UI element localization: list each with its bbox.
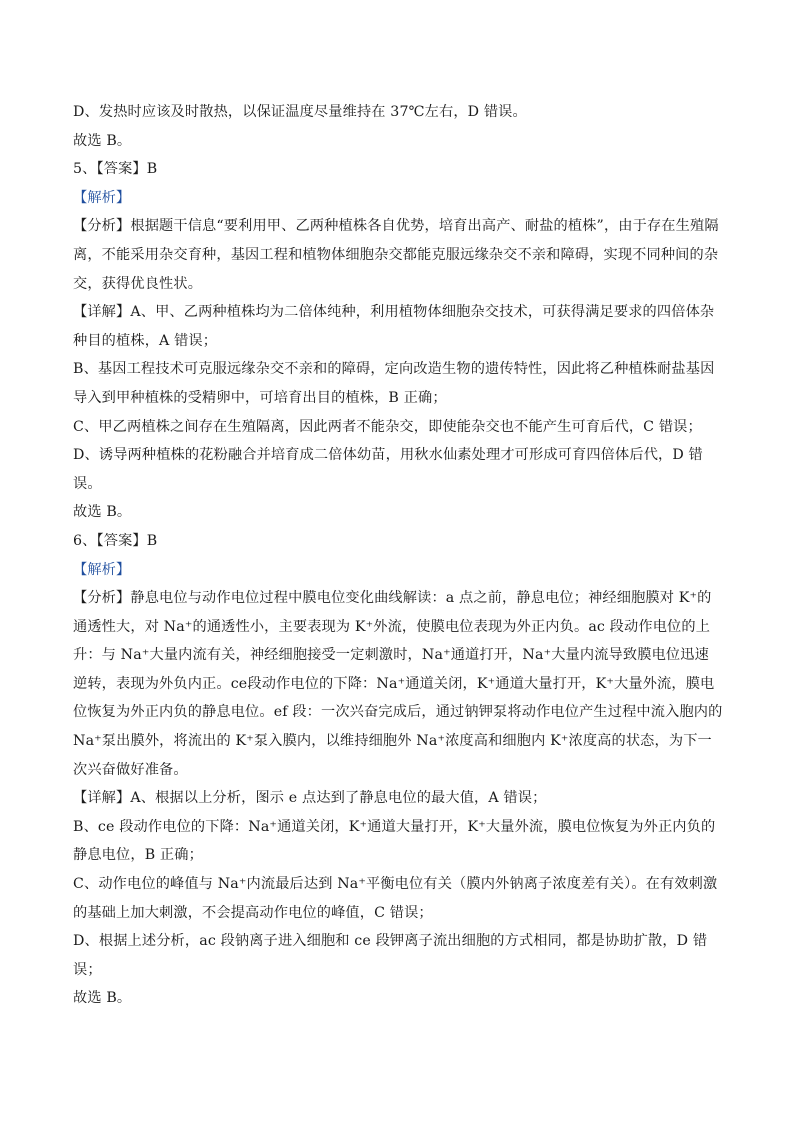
q6-detail-d: D、根据上述分析，ac 段钠离子进入细胞和 ce 段钾离子流出细胞的方式相同，都是协助扩散，D 错误；	[73, 933, 708, 978]
q5-detail-a: 【详解】A、甲、乙两种植株均为二倍体纯种，利用植物体细胞杂交技术，可获得满足要求的四倍体杂种目的植株，A 错误；	[73, 304, 715, 349]
q6-analysis: 【分析】静息电位与动作电位过程中膜电位变化曲线解读：a 点之前，静息电位；神经细胞膜对 K⁺的通透性大，对 Na⁺的通透性小，主要表现为 K⁺外流，使膜电位表现为外正内负。ac 段动作电位的上升：与 Na⁺大量内流有关，神经细胞接受一定刺激时，Na⁺通道打开，Na⁺大量内流导致膜电位迅速逆转，表现为外负内正。ce段动作电位的下降：Na⁺通道关闭，K⁺通道大量打开，K⁺大量外流，膜电位恢复为外正内负的静息电位。ef 段：一次兴奋完成后，通过钠钾泵将动作电位产生过程中流入胞内的 Na⁺泵出膜外，将流出的 K⁺泵入膜内，以维持细胞外 Na⁺浓度高和细胞内 K⁺浓度高的状态，为下一次兴奋做好准备。	[73, 590, 723, 778]
q4-option-d: D、发热时应该及时散热，以保证温度尽量维持在 37℃左右，D 错误。	[73, 104, 527, 120]
q6-explanation-heading: 【解析】	[73, 561, 131, 578]
q5-detail-d: D、诱导两种植株的花粉融合并培育成二倍体幼苗，用秋水仙素处理才可形成可育四倍体后代，D 错误。	[73, 447, 703, 492]
q6-detail-b: B、ce 段动作电位的下降：Na⁺通道关闭，K⁺通道大量打开，K⁺大量外流，膜电位恢复为外正内负的静息电位，B 正确；	[73, 818, 716, 864]
q4-conclusion: 故选 B。	[73, 132, 132, 149]
q6-conclusion: 故选 B。	[73, 990, 132, 1007]
q5-detail-b: B、基因工程技术可克服远缘杂交不亲和的障碍，定向改造生物的遗传特性，因此将乙种植株耐盐基因导入到甲种植株的受精卵中，可培育出目的植株，B 正确；	[73, 361, 715, 406]
q5-detail-c: C、甲乙两植株之间存在生殖隔离，因此两者不能杂交，即使能杂交也不能产生可育后代，C 错误；	[73, 418, 702, 435]
q6-detail-c: C、动作电位的峰值与 Na⁺内流最后达到 Na⁺平衡电位有关（膜内外钠离子浓度差有关）。在有效刺激的基础上加大刺激，不会提高动作电位的峰值，C 错误；	[73, 876, 718, 921]
q6-detail-a: 【详解】A、根据以上分析，图示 e 点达到了静息电位的最大值，A 错误；	[73, 790, 547, 807]
q6-answer: 6、【答案】B	[73, 532, 158, 549]
q5-explanation-heading: 【解析】	[73, 189, 131, 206]
document-body	[73, 98, 723, 1013]
q5-conclusion: 故选 B。	[73, 504, 132, 521]
q5-analysis: 【分析】根据题干信息“要利用甲、乙两种植株各自优势，培育出高产、耐盐的植株”，由于存在生殖隔离，不能采用杂交育种，基因工程和植物体细胞杂交都能克服远缘杂交不亲和障碍，实现不同种间的杂交，获得优良性状。	[73, 218, 719, 292]
q5-answer: 5、【答案】B	[73, 161, 158, 178]
